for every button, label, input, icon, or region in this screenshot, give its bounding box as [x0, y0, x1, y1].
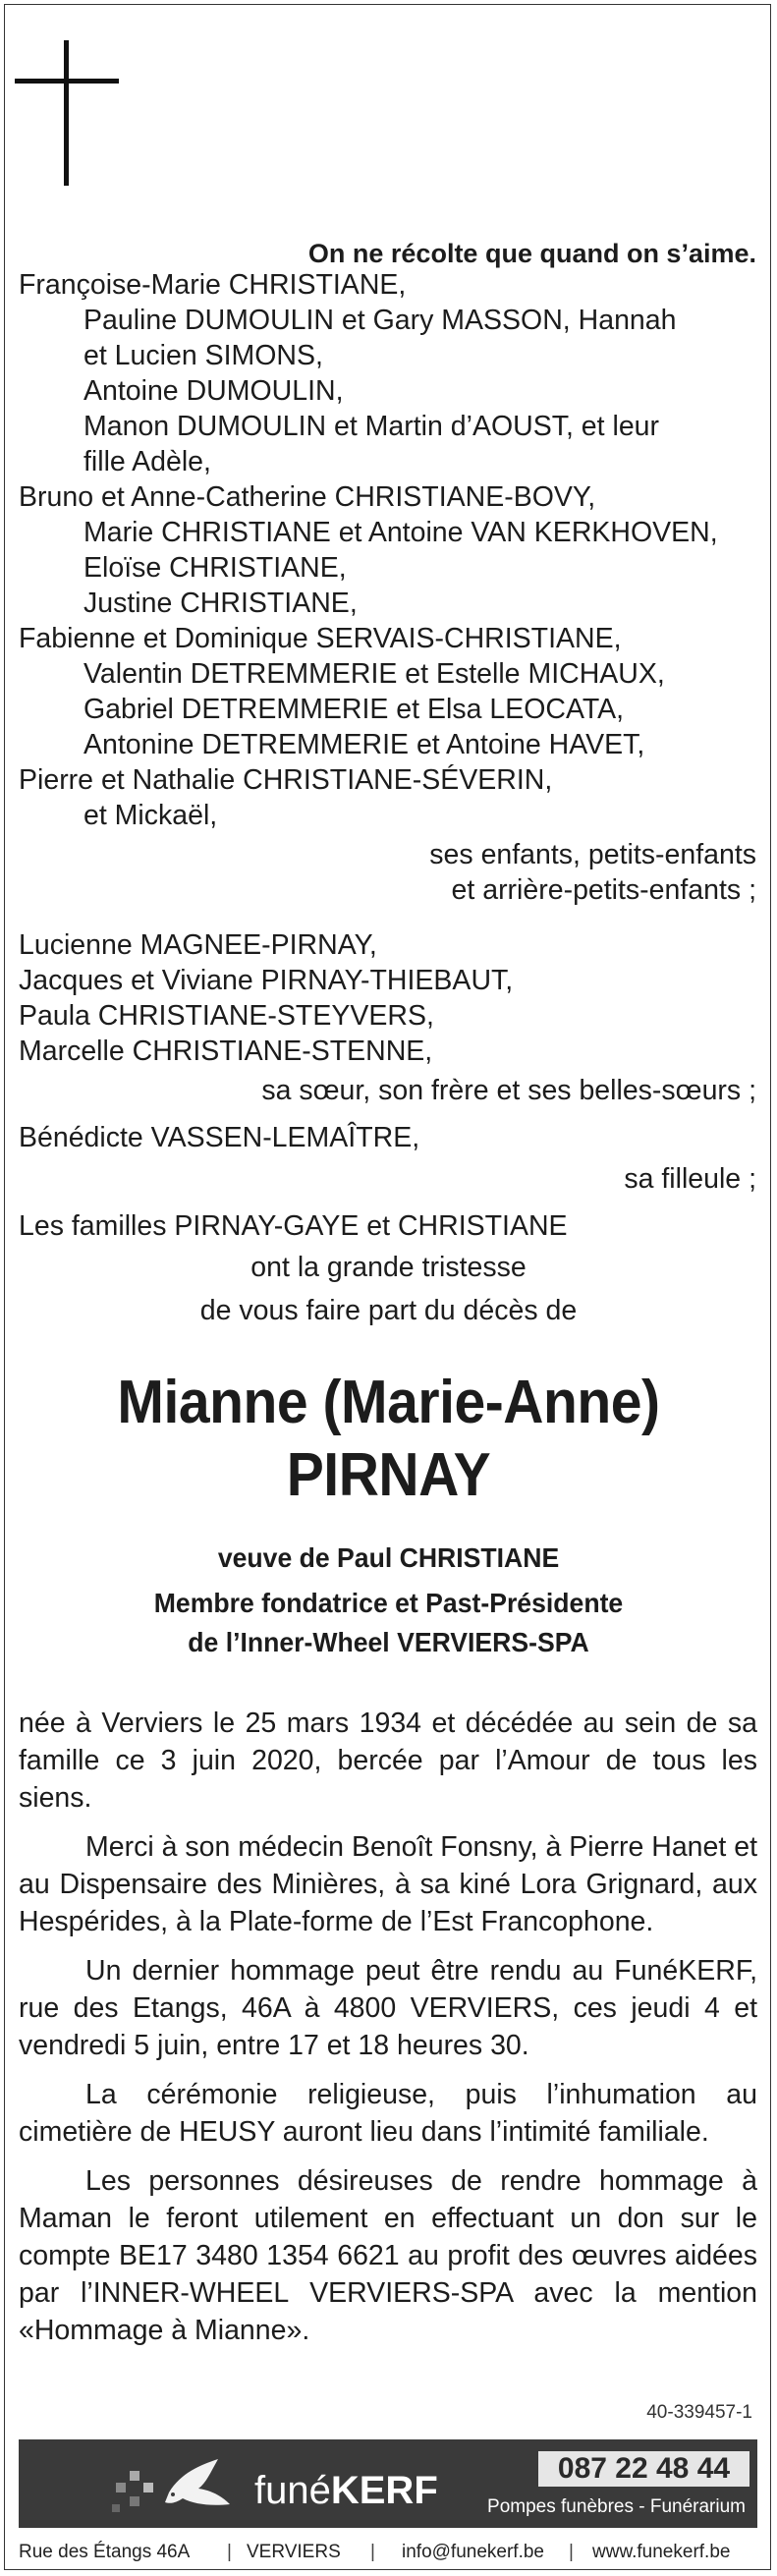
family-line: Eloïse CHRISTIANE, — [83, 552, 347, 584]
dove-logo-icon — [112, 2453, 240, 2518]
tagline: Pompes funèbres - Funérarium — [487, 2496, 746, 2517]
deceased-first-name: Mianne (Marie-Anne) — [117, 1369, 660, 1436]
announcement-line: ont la grande tristesse — [250, 1252, 527, 1283]
family-line: Antoine DUMOULIN, — [83, 375, 344, 407]
family-line: Marie CHRISTIANE et Antoine VAN KERKHOVEN, — [83, 517, 718, 548]
family-line: Manon DUMOULIN et Martin d’AOUST, et leur — [83, 411, 660, 442]
city: VERVIERS — [247, 2542, 341, 2562]
reference-number: 40-339457-1 — [646, 2402, 752, 2423]
brand-suffix: KERF — [330, 2469, 438, 2512]
family-line: Pierre et Nathalie CHRISTIANE-SÉVERIN, — [19, 764, 553, 796]
deceased-last-name: PIRNAY — [286, 1441, 491, 1509]
funeral-home-banner — [19, 2439, 757, 2528]
family-line: fille Adèle, — [83, 446, 211, 477]
family-line: et Lucien SIMONS, — [83, 340, 323, 371]
family-line: et Mickaël, — [83, 800, 218, 831]
epigraph: On ne récolte que quand on s’aime. — [307, 239, 756, 268]
street-address: Rue des Étangs 46A — [19, 2542, 191, 2562]
family-line: Lucienne MAGNEE-PIRNAY, — [19, 929, 377, 961]
family-line: Justine CHRISTIANE, — [83, 588, 358, 619]
separator: | — [370, 2542, 375, 2562]
body-paragraph: Merci à son médecin Benoît Fonsny, à Pierre Hanet et au Dispensaire des Minières, à sa kiné Lora Grignard, aux Hespérides, à la Plate-forme de l’Est Francophone. — [19, 1831, 757, 1937]
relation-label: sa sœur, son frère et ses belles-sœurs ; — [261, 1075, 756, 1106]
family-line: Gabriel DETREMMERIE et Elsa LEOCATA, — [83, 694, 625, 725]
separator: | — [227, 2542, 232, 2562]
email-link[interactable]: info@funekerf.be — [402, 2542, 544, 2562]
family-line: Les familles PIRNAY-GAYE et CHRISTIANE — [19, 1210, 568, 1242]
separator: | — [569, 2542, 574, 2562]
family-line: Bruno et Anne-Catherine CHRISTIANE-BOVY, — [19, 481, 596, 513]
family-line: Françoise-Marie CHRISTIANE, — [19, 269, 407, 301]
obituary-body — [19, 1705, 757, 2349]
family-line: Jacques et Viviane PIRNAY-THIEBAUT, — [19, 965, 514, 996]
relation-label: ses enfants, petits-enfants — [429, 839, 756, 870]
brand-prefix: funé — [254, 2469, 331, 2512]
family-line: Pauline DUMOULIN et Gary MASSON, Hannah — [83, 305, 677, 336]
latin-cross-icon — [5, 5, 123, 192]
body-paragraph: La cérémonie religieuse, puis l’inhumation au cimetière de HEUSY auront lieu dans l’intimité familiale. — [19, 2079, 757, 2148]
relation-label: sa filleule ; — [624, 1163, 756, 1195]
obituary-notice — [4, 4, 771, 2570]
funeral-home-brand — [254, 2467, 438, 2514]
body-paragraph: née à Verviers le 25 mars 1934 et décédée au sein de sa famille ce 3 juin 2020, bercée par l’Amour de tous les siens. — [19, 1708, 757, 1814]
relation-label: et arrière-petits-enfants ; — [451, 874, 756, 906]
family-line: Marcelle CHRISTIANE-STENNE, — [19, 1036, 433, 1067]
role-line: Membre fondatrice et Past-Présidente — [153, 1588, 624, 1618]
announcement-line: de vous faire part du décès de — [199, 1295, 578, 1326]
widow-of: veuve de Paul CHRISTIANE — [217, 1542, 560, 1573]
family-line: Fabienne et Dominique SERVAIS-CHRISTIANE, — [19, 623, 622, 654]
contact-strip — [19, 2536, 757, 2569]
role-line: de l’Inner-Wheel VERVIERS-SPA — [188, 1627, 589, 1657]
family-line: Valentin DETREMMERIE et Estelle MICHAUX, — [83, 658, 665, 690]
family-line: Antonine DETREMMERIE et Antoine HAVET, — [83, 729, 645, 760]
body-paragraph: Les personnes désireuses de rendre hommage à Maman le feront utilement en effectuant un don sur le compte BE17 3480 1354 6621 au profit des œuvres aidées par l’INNER-WHEEL VERVIERS-SPA avec la mention «Hommage à Mianne». — [19, 2165, 757, 2346]
phone-number[interactable]: 087 22 48 44 — [538, 2451, 749, 2487]
body-paragraph: Un dernier hommage peut être rendu au FunéKERF, rue des Etangs, 46A à 4800 VERVIERS, ces jeudi 4 et vendredi 5 juin, entre 17 et 18 heures 30. — [19, 1955, 757, 2061]
website-link[interactable]: www.funekerf.be — [592, 2542, 731, 2562]
family-line: Paula CHRISTIANE-STEYVERS, — [19, 1000, 434, 1032]
family-line: Bénédicte VASSEN-LEMAÎTRE, — [19, 1122, 420, 1153]
